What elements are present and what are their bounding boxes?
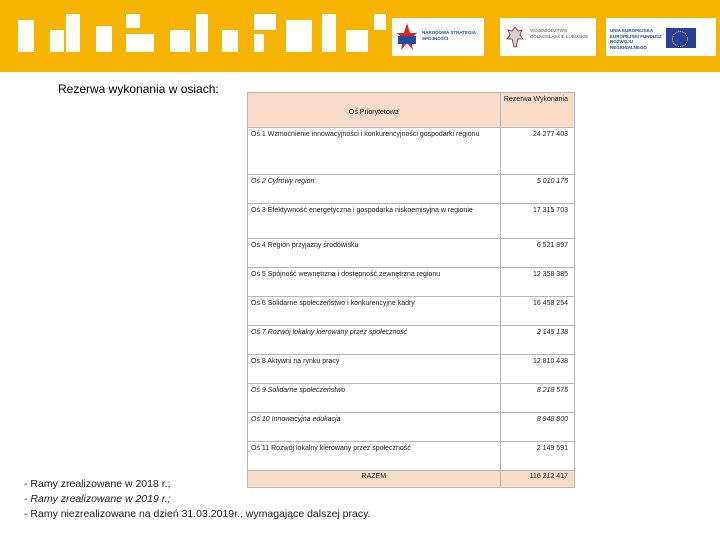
logo-narodowa-strategia	[392, 18, 484, 56]
header-banner	[0, 0, 720, 72]
eagle-emblem-icon	[506, 25, 524, 49]
decor-block	[222, 30, 238, 52]
total-label: RAZEM	[248, 471, 501, 488]
axis-name: Oś 11 Rozwój lokalny kierowany przez społeczność	[248, 442, 501, 471]
table-row	[248, 384, 575, 413]
reserve-value: 2 145 138	[500, 326, 574, 355]
header-cell-axis	[248, 93, 501, 128]
reserve-value: 12 358 385	[500, 268, 574, 297]
decor-block	[322, 14, 336, 52]
decor-block	[170, 30, 190, 52]
decor-block	[286, 20, 312, 52]
decor-block	[50, 30, 64, 52]
reserve-value: 6 521 897	[500, 239, 574, 268]
reserve-value: 16 458 254	[500, 297, 574, 326]
axis-name: Oś 7 Rozwój lokalny kierowany przez społeczność	[248, 326, 501, 355]
axis-name: Oś 6 Solidarne społeczeństwo i konkurencyjne kadry	[248, 297, 501, 326]
header-cell-reserve	[500, 93, 574, 128]
note-2018: - Ramy zrealizowane w 2018 r.;	[24, 478, 171, 490]
table-row	[248, 355, 575, 384]
total-value: 116 212 417	[500, 471, 574, 488]
decor-block	[254, 34, 264, 52]
legend-notes	[24, 477, 371, 522]
axis-name: Oś 8 Aktywni na rynku pracy	[248, 355, 501, 384]
note-unrealized: - Ramy niezrealizowane na dzień 31.03.2019r., wymagające dalszej pracy.	[24, 508, 371, 520]
decor-block	[96, 26, 112, 52]
reserve-value: 8 948 800	[500, 413, 574, 442]
axis-name: Oś 2 Cyfrowy region	[248, 175, 501, 204]
axis-name: Oś 9 Solidarne społeczeństwo	[248, 384, 501, 413]
section-title: Rezerwa wykonania w osiach:	[58, 82, 219, 96]
decor-block	[126, 14, 140, 28]
eu-stars-icon	[672, 31, 688, 47]
table-row	[248, 239, 575, 268]
note-2019: - Ramy zrealizowane w 2019 r.;	[24, 493, 171, 505]
table-row	[248, 175, 575, 204]
logo-rp-text: WOJEWÓDZTWO DOLNOŚLĄSKIE LUBUSKIE	[530, 28, 589, 39]
reserve-value: 17 315 703	[500, 204, 574, 239]
logo-ue-text: UNIA EUROPEJSKA EUROPEJSKI FUNDUSZ ROZWOJU REGIONALNEGO	[610, 28, 662, 50]
table-row	[248, 204, 575, 239]
header-axis-label: Oś Priorytetowa	[348, 109, 399, 116]
reserve-value: 2 149 591	[500, 442, 574, 471]
reserve-value: 5 010 175	[500, 175, 574, 204]
decor-block	[126, 34, 154, 52]
header-reserve-label: Rezerwa Wykonania	[503, 96, 568, 103]
decor-block	[66, 14, 80, 52]
decor-block	[374, 14, 386, 30]
axis-name: Oś 1 Wzmocnienie innowacyjności i konkurencyjności gospodarki regionu	[248, 128, 501, 175]
table-row	[248, 442, 575, 471]
axis-name: Oś 5 Spójność wewnętrzna i dostępność zewnętrzna regionu	[248, 268, 501, 297]
table-row	[248, 268, 575, 297]
table-row	[248, 413, 575, 442]
star-logo-icon	[396, 22, 418, 52]
table-header-row	[248, 93, 575, 128]
table-row	[248, 297, 575, 326]
axis-name: Oś 3 Efektywność energetyczna i gospodarka niskoemisyjna w regionie	[248, 204, 501, 239]
decor-block	[346, 30, 368, 52]
reserve-value: 8 218 575	[500, 384, 574, 413]
decor-block	[196, 14, 208, 52]
decor-block	[18, 20, 34, 52]
reserve-value: 24 277 403	[500, 128, 574, 175]
logo-unia-europejska	[606, 18, 716, 56]
reserve-table	[247, 92, 575, 488]
axis-name: Oś 10 Innowacyjna edukacja	[248, 413, 501, 442]
table-row	[248, 326, 575, 355]
axis-name: Oś 4 Region przyjazny środowisku	[248, 239, 501, 268]
decor-block	[254, 14, 276, 30]
eu-flag-icon	[666, 28, 696, 48]
logo-ns-text: NARODOWA STRATEGIA SPÓJNOŚCI	[422, 30, 476, 41]
table-row	[248, 128, 575, 175]
logo-rzeczpospolita	[500, 18, 596, 56]
reserve-value: 12 810 438	[500, 355, 574, 384]
